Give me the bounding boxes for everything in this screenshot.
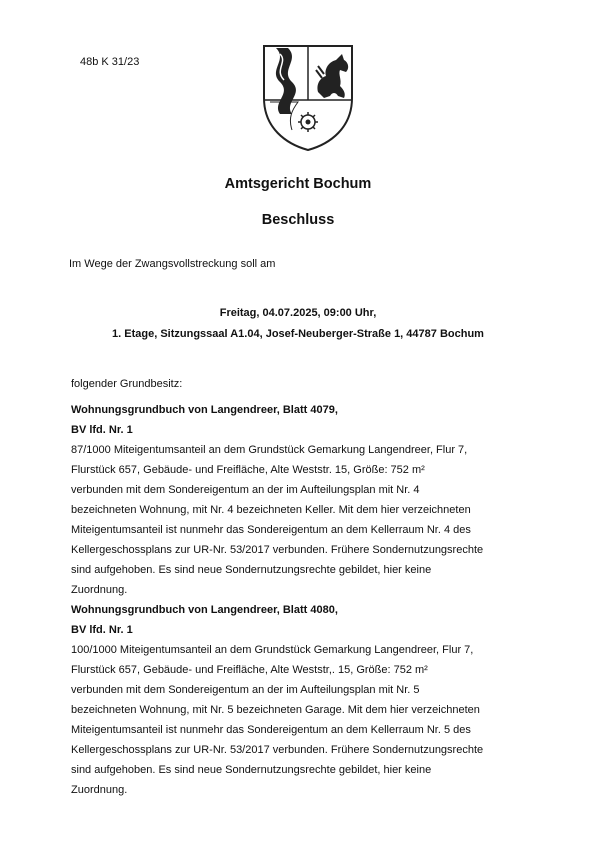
appointment-datetime: Freitag, 04.07.2025, 09:00 Uhr, [219, 307, 377, 319]
property-entry [71, 600, 531, 800]
lead-text: folgender Grundbesitz: [71, 378, 183, 390]
entry-line: Flurstück 657, Gebäude- und Freifläche, Alte Weststr. 15, Größe: 752 m² [71, 464, 425, 476]
intro-text: Im Wege der Zwangsvollstreckung soll am [69, 258, 276, 270]
entry-line: Miteigentumsanteil ist nunmehr das Sondereigentum an dem Kellerraum Nr. 4 des [71, 524, 471, 536]
coat-of-arms-icon [258, 40, 358, 152]
entry-line: verbunden mit dem Sondereigentum an der im Aufteilungsplan mit Nr. 4 [71, 484, 420, 496]
entry-heading: Wohnungsgrundbuch von Langendreer, Blatt 4079, [71, 404, 338, 416]
entry-line: bezeichneten Wohnung, mit Nr. 5 bezeichneten Garage. Mit dem hier verzeichneten [71, 704, 480, 716]
entry-subheading: BV lfd. Nr. 1 [71, 624, 133, 636]
entry-line: 87/1000 Miteigentumsanteil an dem Grundstück Gemarkung Langendreer, Flur 7, [71, 444, 468, 456]
entry-line: Kellergeschossplans zur UR-Nr. 53/2017 verbunden. Frühere Sondernutzungsrechte [71, 544, 484, 556]
entry-line: Zuordnung. [71, 784, 128, 796]
entry-line: 100/1000 Miteigentumsanteil an dem Grundstück Gemarkung Langendreer, Flur 7, [71, 644, 474, 656]
appointment-location: 1. Etage, Sitzungssaal A1.04, Josef-Neuberger-Straße 1, 44787 Bochum [112, 328, 484, 340]
entry-line: bezeichneten Wohnung, mit Nr. 4 bezeichneten Keller. Mit dem hier verzeichneten [71, 504, 471, 516]
entry-line: sind aufgehoben. Es sind neue Sondernutzungsrechte gebildet, hier keine [71, 564, 432, 576]
entry-subheading: BV lfd. Nr. 1 [71, 424, 133, 436]
court-name: Amtsgericht Bochum [224, 176, 372, 192]
document-title: Beschluss [261, 212, 335, 228]
case-reference: 48b K 31/23 [80, 56, 140, 68]
entry-line: Flurstück 657, Gebäude- und Freifläche, Alte Weststr,. 15, Größe: 752 m² [71, 664, 428, 676]
entry-line: verbunden mit dem Sondereigentum an der im Aufteilungsplan mit Nr. 5 [71, 684, 420, 696]
entry-line: Miteigentumsanteil ist nunmehr das Sondereigentum an dem Kellerraum Nr. 5 des [71, 724, 471, 736]
property-entry [71, 400, 531, 600]
entry-line: Zuordnung. [71, 584, 128, 596]
entry-heading: Wohnungsgrundbuch von Langendreer, Blatt 4080, [71, 604, 338, 616]
entry-line: sind aufgehoben. Es sind neue Sondernutzungsrechte gebildet, hier keine [71, 764, 432, 776]
entry-line: Kellergeschossplans zur UR-Nr. 53/2017 verbunden. Frühere Sondernutzungsrechte [71, 744, 484, 756]
